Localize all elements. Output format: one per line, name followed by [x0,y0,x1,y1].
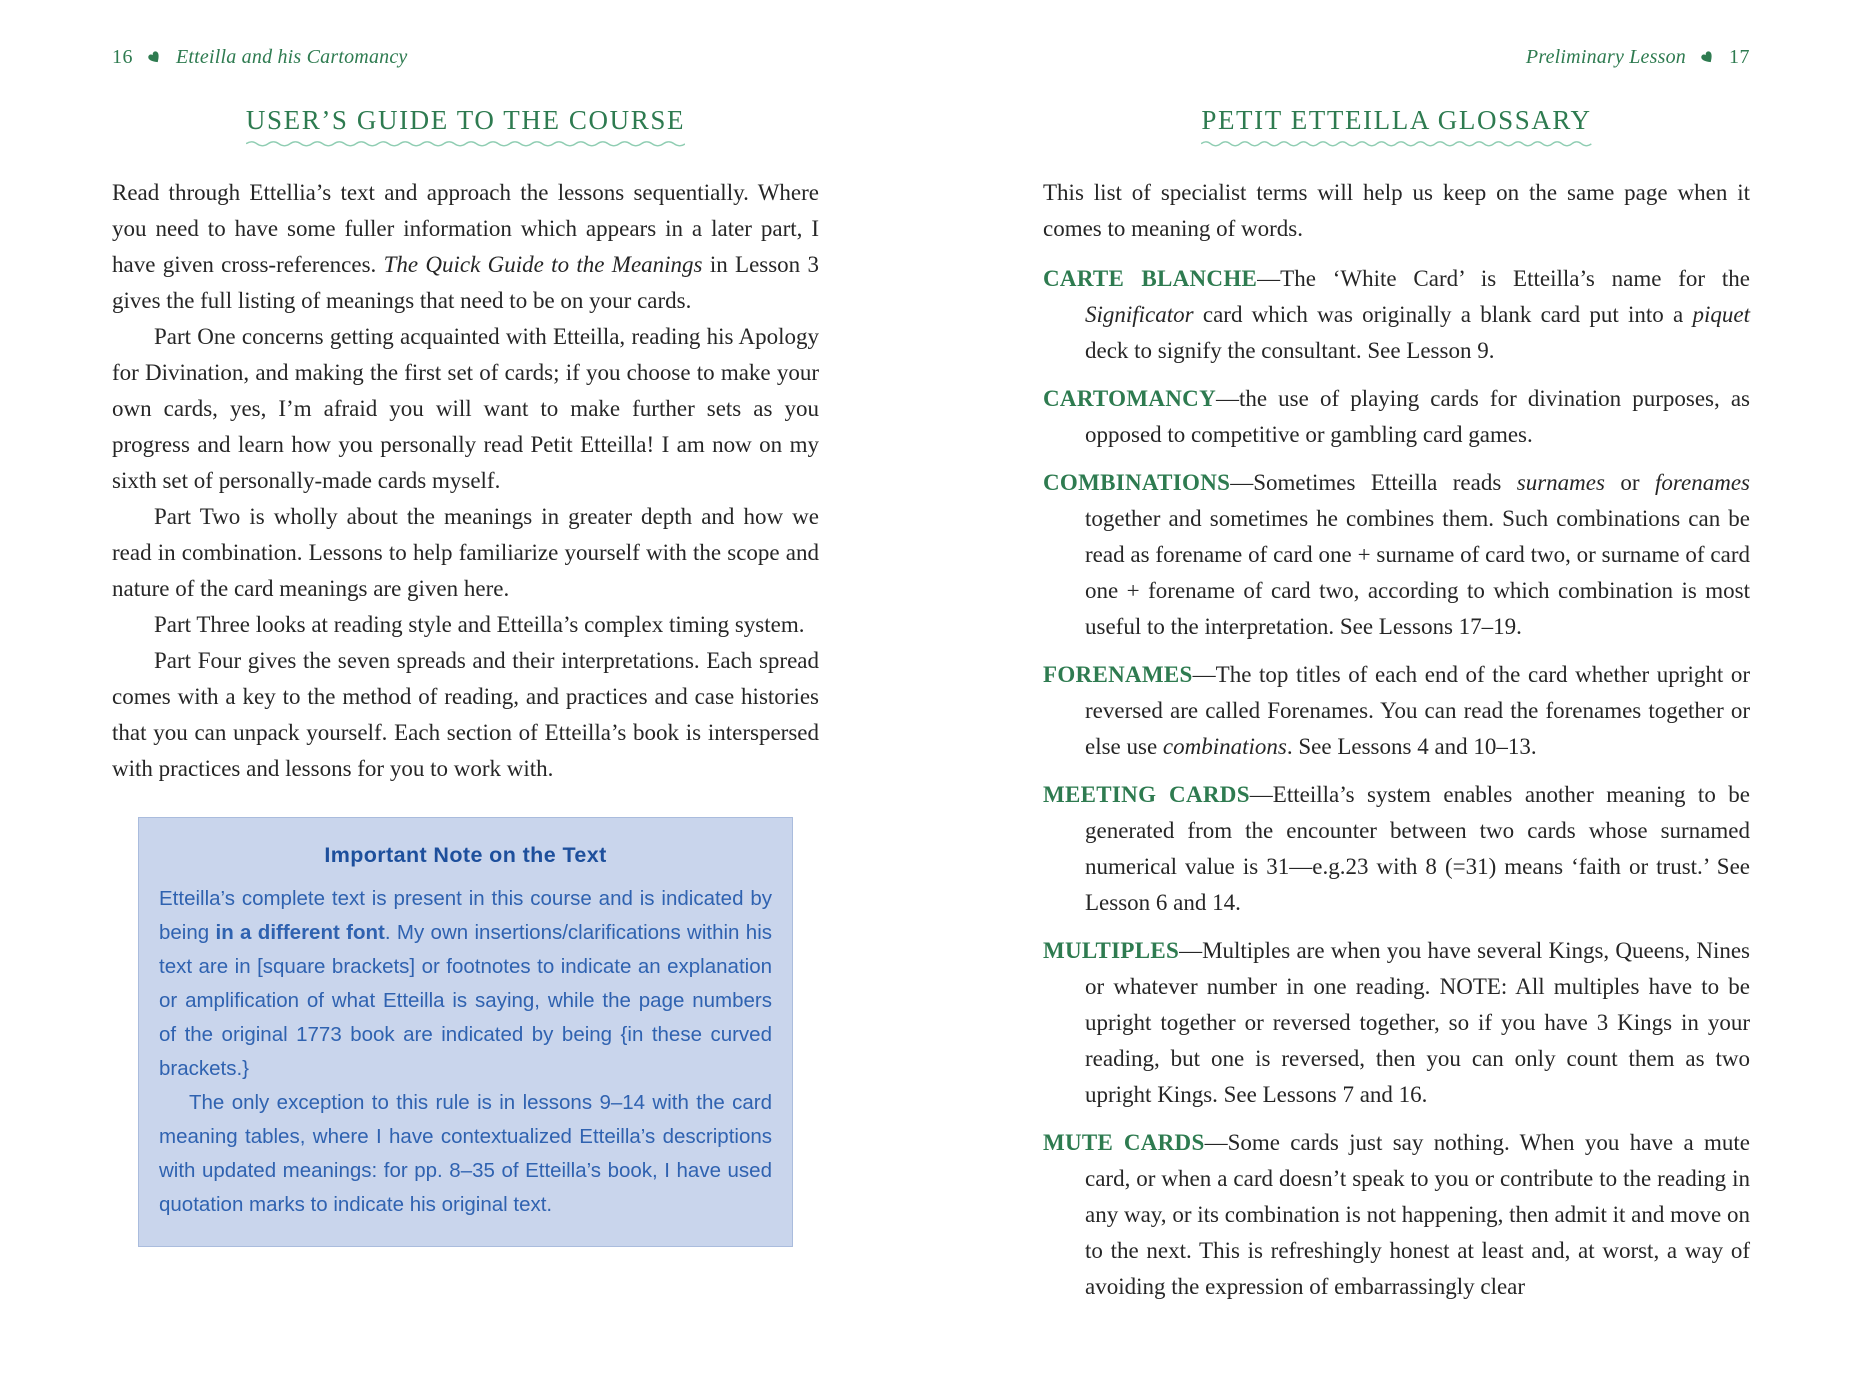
paragraph: Part Four gives the seven spreads and their interpretations. Each spread comes with a key to the method of reading, and practices and case histories that you can unpack yourself. Each section of Etteilla’s book is interspersed with practices and lessons for you to work with. [112,648,819,781]
wavy-underline [1201,139,1591,147]
note-paragraph: The only exception to this rule is in lessons 9–14 with the card meaning tables, where I have contextualized Etteilla’s descriptions with updated meanings: for pp. 8–35 of Etteilla’s book, I have used quotation marks to indicate his original text. [159,1091,772,1216]
glossary-definition: —The top titles of each end of the card whether upright or reversed are called Forenames. You can read the forenames together or else use combinations. See Lessons 4 and 10–13. [1085,662,1750,759]
glossary-term: MUTE CARDS [1043,1130,1205,1155]
glossary-entry [1043,657,1750,765]
glossary-term: CARTOMANCY [1043,386,1216,411]
glossary-entry [1043,261,1750,369]
leaf-ornament-icon [144,47,165,68]
note-box [138,817,793,1247]
glossary-intro: This list of specialist terms will help us keep on the same page when it comes to meaning of words. [1043,180,1750,241]
glossary-entry [1043,933,1750,1113]
page-number-right: 17 [1729,46,1750,68]
running-header-right [1043,46,1750,69]
glossary-entry [1043,381,1750,453]
glossary-term: MEETING CARDS [1043,782,1250,807]
glossary-entry [1043,777,1750,921]
glossary-definition: —Some cards just say nothing. When you have a mute card, or when a card doesn’t speak to you or contribute to the reading in any way, or its combination is not happening, then admit it and move on to the next. This is refreshingly honest at least and, at worst, a way of avoiding the expression of embarrassingly clear [1085,1130,1750,1299]
glossary-definition: —Multiples are when you have several Kings, Queens, Nines or whatever number in one reading. NOTE: All multiples have to be upright together or reversed together, so if you have 3 Kings in your reading, but one is reversed, then you can only count them as two upright Kings. See Lessons 7 and 16. [1085,938,1750,1107]
left-title-row [112,105,819,147]
left-page-title: USER’S GUIDE TO THE COURSE [245,105,686,135]
running-title-left: Etteilla and his Cartomancy [176,46,408,68]
paragraph: Part Two is wholly about the meanings in greater depth and how we read in combination. Lessons to help familiarize yourself with the scope and nature of the card meanings are given here. [112,504,819,601]
glossary-entry [1043,465,1750,645]
right-page-title: PETIT ETTEILLA GLOSSARY [1201,105,1592,135]
note-paragraph: Etteilla’s complete text is present in this course and is indicated by being in a different font. My own insertions/clarifications within his text are in [square brackets] or footnotes to indicate an explanation or amplification of what Etteilla is saying, while the page numbers of the original 1773 book are indicated by being {in these curved brackets.} [159,887,773,1080]
running-header-left [112,46,819,69]
note-box-heading: Important Note on the Text [324,843,607,867]
paragraph: Part Three looks at reading style and Etteilla’s complex timing system. [154,612,805,637]
left-body-copy [112,175,819,787]
paragraph: Read through Ettellia’s text and approach the lessons sequentially. Where you need to have some fuller information which appears in a later part, I have given cross-references. The Quick Guide to the Meanings in Lesson 3 gives the full listing of meanings that need to be on your cards. [112,180,819,313]
page-number-left: 16 [112,46,133,68]
paragraph: Part One concerns getting acquainted with Etteilla, reading his Apology for Divination, and making the first set of cards; if you choose to make your own cards, yes, I’m afraid you will want to make further sets as you progress and learn how you personally read Petit Etteilla! I am now on my sixth set of personally-made cards myself. [112,324,819,493]
glossary-definition: —The ‘White Card’ is Etteilla’s name for the Significator card which was originally a blank card put into a piquet deck to signify the consultant. See Lesson 9. [1085,266,1750,363]
leaf-ornament-icon [1697,47,1718,68]
glossary-definition: —the use of playing cards for divination purposes, as opposed to competitive or gambling card games. [1085,386,1750,447]
page-right [931,0,1862,1396]
running-title-right: Preliminary Lesson [1525,46,1686,68]
wavy-underline [246,139,685,147]
glossary-entry [1043,1125,1750,1305]
glossary-definition: —Etteilla’s system enables another meaning to be generated from the encounter between two cards whose surnamed numerical value is 31—e.g.23 with 8 (=31) means ‘faith or trust.’ See Lesson 6 and 14. [1085,782,1750,915]
glossary-definition: —Sometimes Etteilla reads surnames or forenames together and sometimes he combines them. Such combinations can be read as forename of card one + surname of card two, or surname of card one + forename of card two, according to which combination is most useful to the interpretation. See Lessons 17–19. [1085,470,1750,639]
glossary-list [1043,261,1750,1305]
glossary-term: CARTE BLANCHE [1043,266,1258,291]
glossary-term: COMBINATIONS [1043,470,1231,495]
glossary-term: MULTIPLES [1043,938,1180,963]
glossary-term: FORENAMES [1043,662,1193,687]
right-title-row [1043,105,1750,147]
